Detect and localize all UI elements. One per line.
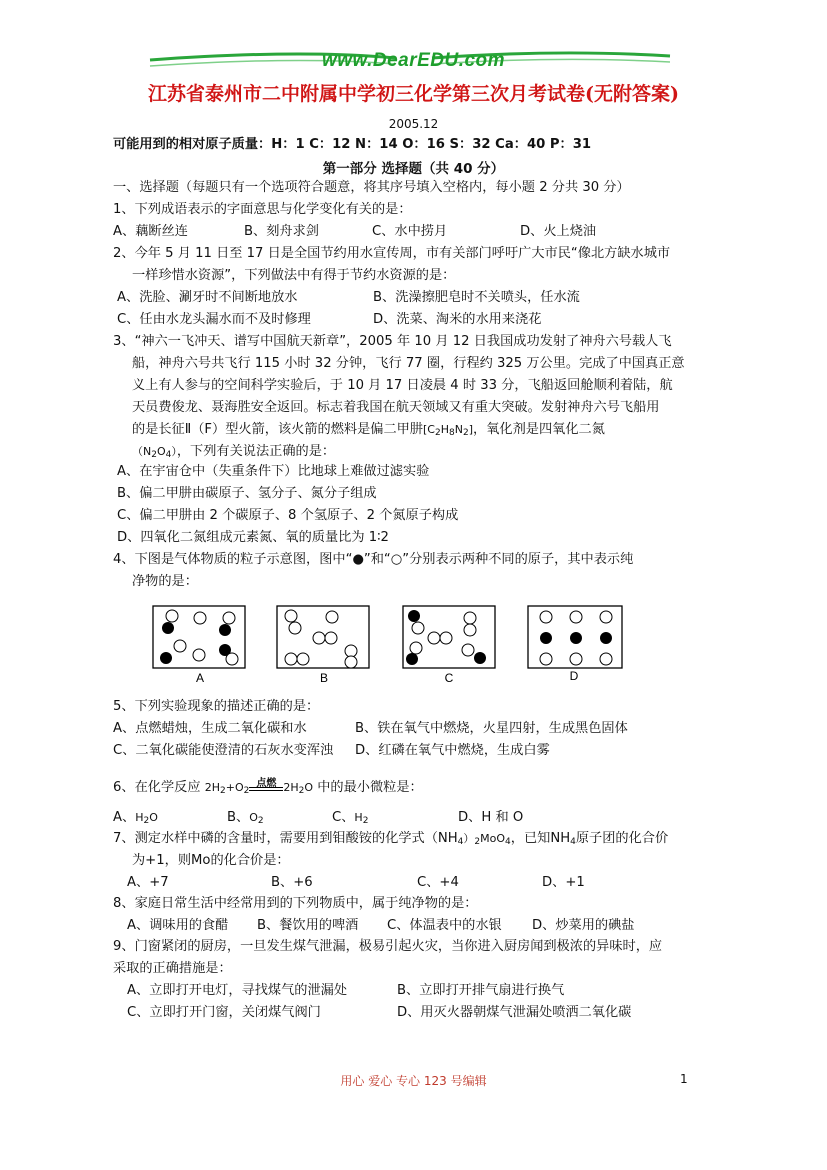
box-c bbox=[403, 606, 495, 684]
question-8-stem: 8、家庭日常生活中经常用到的下列物质中，属于纯净物的是： bbox=[113, 896, 478, 911]
atomic-masses: 可能用到的相对原子质量：H：1 C：12 N：14 O：16 S：32 Ca：40 P：31 bbox=[113, 137, 592, 152]
q7-text-part: 7、测定水样中磷的含量时，需要用到钼酸铵的化学式（NH bbox=[113, 831, 458, 846]
q6-option-letter: B、 bbox=[227, 810, 250, 825]
particle-diagram bbox=[150, 604, 630, 684]
q2-option-b: B、洗澡擦肥皂时不关喷头，任水流 bbox=[373, 290, 580, 305]
label-c: C bbox=[444, 671, 454, 684]
question-3-line-5 bbox=[132, 420, 605, 443]
q9-option-a: A、立即打开电灯，寻找煤气的泄漏处 bbox=[127, 983, 348, 998]
question-2-line-2: 一样珍惜水资源”，下列做法中有得于节约水资源的是： bbox=[132, 268, 456, 283]
exam-date: 2005.12 bbox=[388, 117, 439, 131]
q7-option-d: D、+1 bbox=[542, 875, 585, 890]
q5-option-d: D、红磷在氧气中燃烧，生成白雾 bbox=[355, 743, 550, 758]
q7-option-a: A、+7 bbox=[127, 875, 169, 890]
question-3-line-4: 天员费俊龙、聂海胜安全返回。标志着我国在航天领域又有重大突破。发射神舟六号飞船用 bbox=[132, 400, 660, 415]
q8-option-d: D、炒菜用的碘盐 bbox=[532, 918, 635, 933]
q3-text-part: 的是长征Ⅱ（F）型火箭，该火箭的燃料是偏二甲肼 bbox=[132, 422, 424, 437]
label-d: D bbox=[569, 669, 579, 683]
q2-option-a: A、洗脸、涮牙时不间断地放水 bbox=[117, 290, 298, 305]
q6-option-letter: A、 bbox=[113, 810, 136, 825]
q8-option-a: A、调味用的食醋 bbox=[127, 918, 229, 933]
nh4-subscript: 4 bbox=[570, 837, 576, 847]
q9-option-c: C、立即打开门窗，关闭煤气阀门 bbox=[127, 1005, 321, 1020]
q6-option-letter: C、 bbox=[332, 810, 355, 825]
question-5-stem: 5、下列实验现象的描述正确的是： bbox=[113, 699, 320, 714]
box-b bbox=[277, 606, 369, 684]
q3-text-part: ，氧化剂是四氧化二氮 bbox=[473, 422, 605, 437]
q8-option-b: B、餐饮用的啤酒 bbox=[257, 918, 359, 933]
q3-text-part: ，下列有关说法正确的是： bbox=[176, 444, 336, 459]
q5-option-c: C、二氧化碳能使澄清的石灰水变浑浊 bbox=[113, 743, 334, 758]
q1-option-d: D、火上烧油 bbox=[520, 224, 597, 239]
q8-option-c: C、体温表中的水银 bbox=[387, 918, 502, 933]
q1-option-a: A、藕断丝连 bbox=[113, 224, 188, 239]
page-number: 1 bbox=[680, 1072, 688, 1086]
formula-o2: $O_2$ bbox=[249, 811, 264, 826]
q6-option-a bbox=[113, 808, 158, 831]
section-title: 第一部分 选择题（共 40 分） bbox=[322, 161, 505, 177]
question-4-line-2: 净物的是： bbox=[132, 574, 198, 589]
reaction-equation: $2H_2+O_2$ 点燃 $2H_2O$ bbox=[205, 781, 313, 794]
page-footer: 用心 爱心 专心 123 号编辑 bbox=[340, 1074, 487, 1088]
q7-text-part: ，已知NH bbox=[510, 831, 571, 846]
q7-text-part: 原子团的化合价 bbox=[575, 831, 669, 846]
q6-option-b bbox=[227, 808, 264, 831]
q3-option-b: B、偏二甲肼由碳原子、氢分子、氮分子组成 bbox=[117, 486, 377, 501]
question-4-line-1: 4、下图是气体物质的粒子示意图，图中“●”和“○”分别表示两种不同的原子，其中表示纯 bbox=[113, 552, 634, 567]
q3-option-a: A、在宇宙仓中（失重条件下）比地球上难做过滤实验 bbox=[117, 464, 430, 479]
q6-option-d: D、H 和 O bbox=[458, 810, 524, 825]
reaction-condition: 点燃 bbox=[256, 778, 277, 789]
formula-h2o: $H_2O$ bbox=[135, 811, 158, 826]
q9-option-b: B、立即打开排气扇进行换气 bbox=[397, 983, 565, 998]
question-7-line-2: 为+1，则Mo的化合价是： bbox=[132, 853, 290, 868]
fuel-formula: $[C_2H_8N_2]$ bbox=[423, 423, 474, 438]
formula-h2: $H_2$ bbox=[354, 811, 369, 826]
question-1-stem: 1、下列成语表示的字面意思与化学变化有关的是： bbox=[113, 202, 412, 217]
instructions: 一、选择题（每题只有一个选项符合题意，将其序号填入空格内，每小题 2 分共 30 分） bbox=[113, 180, 630, 195]
q5-option-a: A、点燃蜡烛，生成二氧化碳和水 bbox=[113, 721, 307, 736]
q5-option-b: B、铁在氧气中燃烧，火星四射，生成黑色固体 bbox=[355, 721, 628, 736]
question-7-line-1 bbox=[113, 829, 668, 852]
q2-option-c: C、任由水龙头漏水而不及时修理 bbox=[117, 312, 311, 327]
question-3-line-3: 义上有人参与的空间科学实验后，于 10 月 17 日凌晨 4 时 33 分，飞船返回舱顺利着陆，航 bbox=[132, 378, 673, 393]
box-a bbox=[153, 606, 245, 684]
q6-option-c bbox=[332, 808, 368, 831]
q7-option-b: B、+6 bbox=[271, 875, 313, 890]
q1-option-b: B、刻舟求剑 bbox=[244, 224, 319, 239]
label-b: B bbox=[319, 671, 329, 684]
q3-option-c: C、偏二甲肼由 2 个碳原子、8 个氢原子、2 个氮原子构成 bbox=[117, 508, 459, 523]
box-d bbox=[528, 606, 622, 683]
q6-text-part: 6、在化学反应 bbox=[113, 780, 201, 795]
question-9-line-1: 9、门窗紧闭的厨房，一旦发生煤气泄漏，极易引起火灾，当你进入厨房闻到极浓的异味时，应 bbox=[113, 939, 663, 954]
q1-option-c: C、水中捞月 bbox=[372, 224, 448, 239]
question-9-line-2: 采取的正确措施是： bbox=[113, 961, 232, 976]
question-3-line-1: 3、“神六一飞冲天、谱写中国航天新章”，2005 年 10 月 12 日我国成功发射了神舟六号载人飞 bbox=[113, 334, 672, 349]
question-6-stem bbox=[113, 778, 423, 801]
site-url[interactable]: www.DearEDU.com bbox=[321, 50, 506, 71]
q3-option-d: D、四氧化二氮组成元素氮、氧的质量比为 1∶2 bbox=[117, 530, 389, 545]
q6-text-part: 中的最小微粒是： bbox=[317, 780, 423, 795]
question-2-line-1: 2、今年 5 月 11 日至 17 日是全国节约用水宣传周，市有关部门呼吁广大市民“像北方缺水城市 bbox=[113, 246, 671, 261]
q9-option-d: D、用灭火器朝煤气泄漏处喷洒二氧化碳 bbox=[397, 1005, 632, 1020]
oxidizer-formula: $(N_2O_4)$ bbox=[132, 445, 177, 460]
page-title: 江苏省泰州市二中附属中学初三化学第三次月考试卷(无附答案) bbox=[148, 83, 679, 105]
molybdate-formula: $_4)_2MoO_4$ bbox=[457, 832, 511, 847]
label-a: A bbox=[195, 671, 205, 684]
q2-option-d: D、洗菜、淘米的水用来浇花 bbox=[373, 312, 542, 327]
q7-option-c: C、+4 bbox=[417, 875, 459, 890]
question-3-line-2: 船，神舟六号共飞行 115 小时 32 分钟，飞行 77 圈，行程约 325 万公里。完成了中国真正意 bbox=[132, 356, 685, 371]
